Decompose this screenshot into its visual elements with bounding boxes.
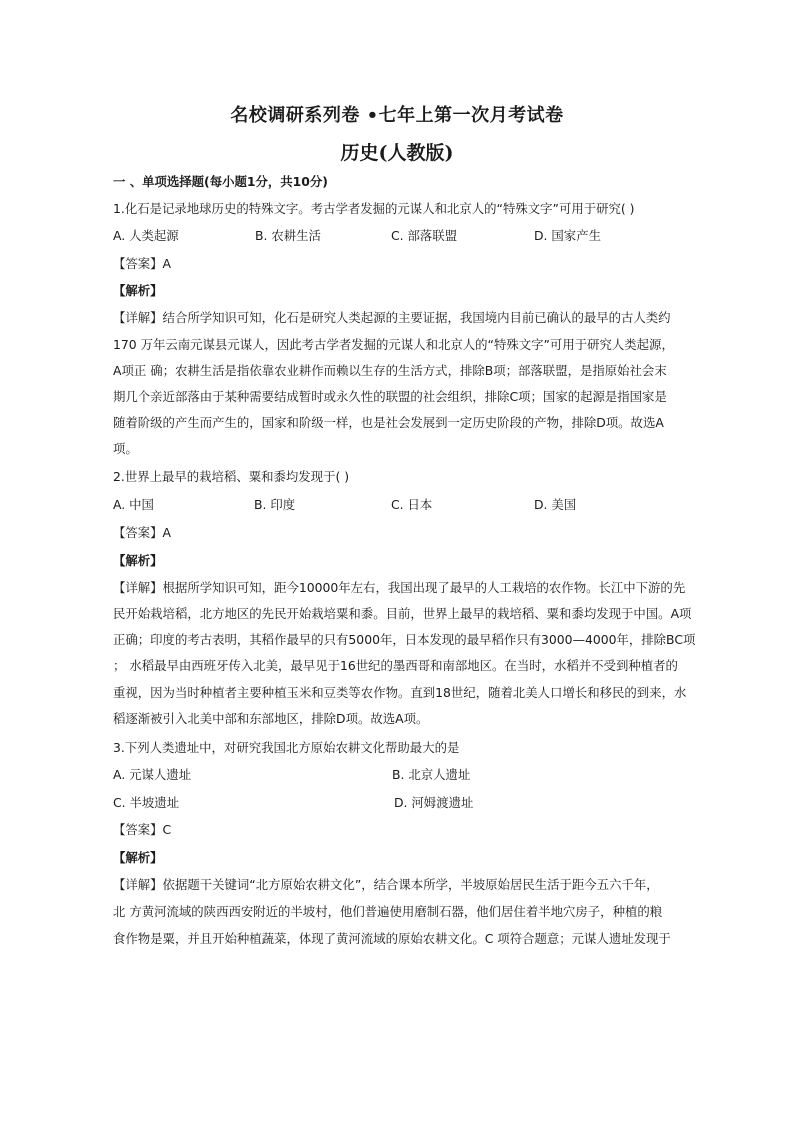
q2-detail-line: 【详解】根据所学知识可知，距今10000年左右，我国出现了最早的人工栽培的农作物。长江中下游的先 xyxy=(113,580,686,595)
q1-detail-line: 【详解】结合所学知识可知，化石是研究人类起源的主要证据，我国境内目前已确认的最早的古人类约 xyxy=(113,310,671,325)
q1-option-a: A. 人类起源 xyxy=(113,228,179,243)
q1-detail-line: 随着阶级的产生而产生的，国家和阶级一样，也是社会发展到一定历史阶段的产物，排除D项。故选A xyxy=(113,415,664,430)
q3-option-b: B. 北京人遗址 xyxy=(392,767,471,782)
q3-option-a: A. 元谋人遗址 xyxy=(113,767,192,782)
q1-analysis-label: 【解析】 xyxy=(113,283,163,298)
q2-stem: 2.世界上最早的栽培稻、粟和黍均发现于( ) xyxy=(113,469,350,484)
q2-option-a: A. 中国 xyxy=(113,497,154,512)
q1-stem: 1.化石是记录地球历史的特殊文字。考古学者发掘的元谋人和北京人的“特殊文字”可用于研究( ) xyxy=(113,201,635,216)
q2-option-c: C. 日本 xyxy=(391,497,433,512)
q3-detail-line: 【详解】依据题干关键词“北方原始农耕文化”，结合课本所学，半坡原始居民生活于距今五六千年， xyxy=(113,877,659,892)
q3-detail-line: 北 方黄河流域的陕西西安附近的半坡村，他们普遍使用磨制石器，他们居住着半地穴房子，种植的粮 xyxy=(113,904,663,919)
q1-detail-line: A项正 确；农耕生活是指依靠农业耕作而赖以生存的生活方式，排除B项；部落联盟，是指原始社会末 xyxy=(113,363,667,378)
exam-title: 名校调研系列卷 •七年上第一次月考试卷 xyxy=(230,105,564,126)
q1-option-b: B. 农耕生活 xyxy=(255,228,321,243)
section-heading: 一 、单项选择题(每小题1分，共10分) xyxy=(113,174,328,189)
q3-stem: 3.下列人类遗址中，对研究我国北方原始农耕文化帮助最大的是 xyxy=(113,740,460,755)
q1-detail-line: 170 万年云南元谋县元谋人，因此考古学者发掘的元谋人和北京人的“特殊文字”可用于研究人类起源， xyxy=(113,337,674,352)
q2-option-b: B. 印度 xyxy=(254,497,296,512)
q2-detail-line: 重视，因为当时种植者主要种植玉米和豆类等农作物。直到18世纪，随着北美人口增长和移民的到来，水 xyxy=(113,685,687,700)
q2-analysis-label: 【解析】 xyxy=(113,553,163,568)
q3-option-d: D. 河姆渡遗址 xyxy=(394,795,474,810)
q3-analysis-label: 【解析】 xyxy=(113,850,163,865)
q1-option-d: D. 国家产生 xyxy=(534,228,601,243)
q3-option-c: C. 半坡遗址 xyxy=(113,795,180,810)
q2-detail-line: 正确；印度的考古表明，其稻作最早的只有5000年，日本发现的最早稻作只有3000—4000年，排除BC项 xyxy=(113,632,696,647)
q2-detail-line: 民开始栽培稻，北方地区的先民开始栽培粟和黍。目前，世界上最早的栽培稻、粟和黍均发现于中国。A项 xyxy=(113,606,692,621)
q2-detail-line: 稻逐渐被引入北美中部和东部地区，排除D项。故选A项。 xyxy=(113,711,429,726)
q2-detail-line: ； 水稻最早由西班牙传入北美，最早见于16世纪的墨西哥和南部地区。在当时，水稻并不受到种植者的 xyxy=(113,658,678,673)
q3-detail-line: 食作物是粟，并且开始种植蔬菜，体现了黄河流域的原始农耕文化。C 项符合题意；元谋人遗址发现于 xyxy=(113,931,671,946)
q1-answer: 【答案】A xyxy=(113,256,172,271)
q2-answer: 【答案】A xyxy=(113,525,172,540)
q1-detail-line: 项。 xyxy=(113,441,138,456)
q1-detail-line: 期几个亲近部落由于某种需要结成暂时或永久性的联盟的社会组织，排除C项；国家的起源是指国家是 xyxy=(113,389,667,404)
q1-option-c: C. 部落联盟 xyxy=(391,228,458,243)
q3-answer: 【答案】C xyxy=(113,822,172,837)
exam-subtitle: 历史(人教版) xyxy=(340,142,454,164)
q2-option-d: D. 美国 xyxy=(534,497,577,512)
